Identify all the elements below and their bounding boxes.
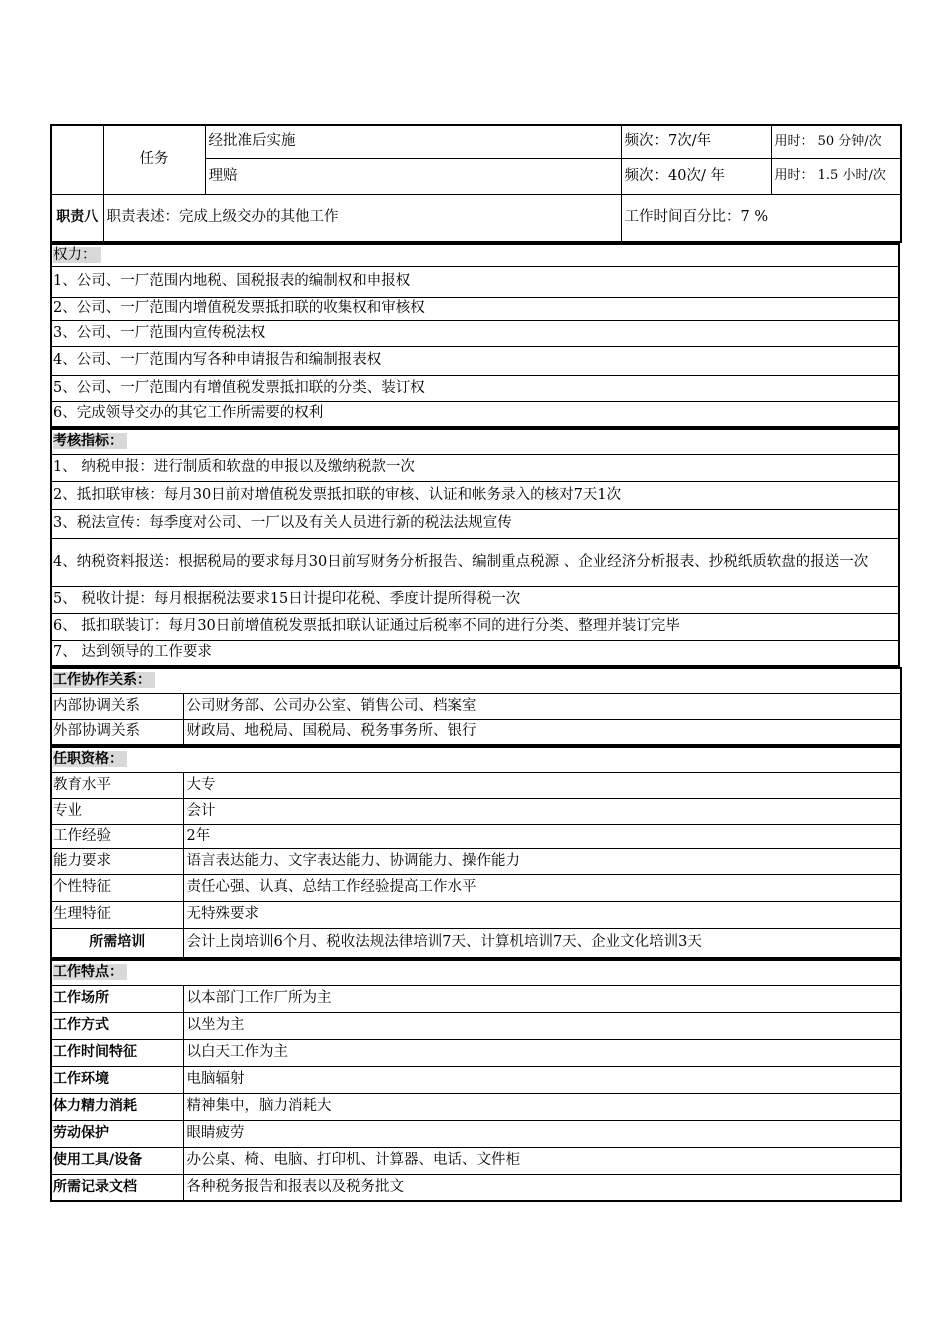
task-row <box>51 125 901 158</box>
task-duration: 用时： 50 分钟/次 <box>771 125 901 158</box>
kpi-item: 1、 纳税申报：进行制质和软盘的申报以及缴纳税款一次 <box>51 454 899 481</box>
work-hours-label: 工作时间特征 <box>51 1039 183 1066</box>
task-label: 任务 <box>103 125 205 194</box>
experience-value: 2年 <box>183 824 901 848</box>
major-value: 会计 <box>183 798 901 824</box>
documents-value: 各种税务报告和报表以及税务批文 <box>183 1174 901 1201</box>
cooperation-table <box>50 667 902 746</box>
qualifications-title: 任职资格： <box>51 747 901 772</box>
powers-title: 权力： <box>51 244 899 266</box>
workplace-value: 以本部门工作厂所为主 <box>183 985 901 1012</box>
work-mode-value: 以坐为主 <box>183 1012 901 1039</box>
duty-eight-row <box>51 194 901 242</box>
kpi-item: 5、 税收计提：每月根据税法要求15日计提印花税、季度计提所得税一次 <box>51 586 899 613</box>
power-item: 2、公司、一厂范围内增值税发票抵扣联的收集权和审核权 <box>51 297 899 320</box>
major-label: 专业 <box>51 798 183 824</box>
task-frequency: 频次：40次/ 年 <box>621 158 771 194</box>
cooperation-row <box>51 719 901 745</box>
physical-value: 无特殊要求 <box>183 901 901 928</box>
power-item: 6、完成领导交办的其它工作所需要的权利 <box>51 401 899 427</box>
power-item: 3、公司、一厂范围内宣传税法权 <box>51 320 899 346</box>
protection-value: 眼睛疲劳 <box>183 1120 901 1147</box>
power-item: 5、公司、一厂范围内有增值税发票抵扣联的分类、装订权 <box>51 375 899 401</box>
environment-value: 电脑辐射 <box>183 1066 901 1093</box>
tools-label: 使用工具/设备 <box>51 1147 183 1174</box>
features-table <box>50 959 902 1202</box>
personality-value: 责任心强、认真、总结工作经验提高工作水平 <box>183 874 901 901</box>
duty-eight-percent: 工作时间百分比：7 % <box>621 194 901 242</box>
kpi-item: 6、 抵扣联装订：每月30日前增值税发票抵扣联认证通过后税率不同的进行分类、整理并装订完毕 <box>51 613 899 640</box>
education-label: 教育水平 <box>51 772 183 798</box>
internal-coordination-label: 内部协调关系 <box>51 693 183 719</box>
kpi-item: 4、纳税资料报送：根据税局的要求每月30日前写财务分析报告、编制重点税源 、企业经济分析报表、抄税纸质软盘的报送一次 <box>51 538 899 586</box>
energy-label: 体力精力消耗 <box>51 1093 183 1120</box>
documents-label: 所需记录文档 <box>51 1174 183 1201</box>
energy-value: 精神集中，脑力消耗大 <box>183 1093 901 1120</box>
kpi-item: 7、 达到领导的工作要求 <box>51 640 899 666</box>
personality-label: 个性特征 <box>51 874 183 901</box>
education-value: 大专 <box>183 772 901 798</box>
blank-cell <box>51 125 103 194</box>
duty-eight-label: 职责八 <box>51 194 103 242</box>
duty-eight-description: 职责表述：完成上级交办的其他工作 <box>103 194 621 242</box>
kpi-item: 2、抵扣联审核：每月30日前对增值税发票抵扣联的审核、认证和帐务录入的核对7天1次 <box>51 481 899 509</box>
external-coordination-value: 财政局、地税局、国税局、税务事务所、银行 <box>183 719 901 745</box>
task-frequency: 频次：7次/年 <box>621 125 771 158</box>
internal-coordination-value: 公司财务部、公司办公室、销售公司、档案室 <box>183 693 901 719</box>
cooperation-title: 工作协作关系： <box>51 668 901 693</box>
cooperation-row <box>51 693 901 719</box>
features-title: 工作特点： <box>51 960 901 985</box>
environment-label: 工作环境 <box>51 1066 183 1093</box>
task-name: 理赔 <box>205 158 621 194</box>
task-name: 经批准后实施 <box>205 125 621 158</box>
ability-value: 语言表达能力、文字表达能力、协调能力、操作能力 <box>183 848 901 874</box>
kpi-item: 3、税法宣传：每季度对公司、一厂以及有关人员进行新的税法法规宣传 <box>51 509 899 538</box>
work-hours-value: 以白天工作为主 <box>183 1039 901 1066</box>
tools-value: 办公桌、椅、电脑、打印机、计算器、电话、文件柜 <box>183 1147 901 1174</box>
physical-label: 生理特征 <box>51 901 183 928</box>
ability-label: 能力要求 <box>51 848 183 874</box>
training-label: 所需培训 <box>51 928 183 958</box>
task-duration: 用时： 1.5 小时/次 <box>771 158 901 194</box>
qualifications-table <box>50 746 902 959</box>
kpi-table <box>50 428 900 667</box>
powers-table <box>50 243 900 428</box>
training-value: 会计上岗培训6个月、税收法规法律培训7天、计算机培训7天、企业文化培训3天 <box>183 928 901 958</box>
task-duty-table <box>50 124 902 243</box>
work-mode-label: 工作方式 <box>51 1012 183 1039</box>
experience-label: 工作经验 <box>51 824 183 848</box>
power-item: 1、公司、一厂范围内地税、国税报表的编制权和申报权 <box>51 266 899 297</box>
kpi-title: 考核指标： <box>51 429 899 454</box>
power-item: 4、公司、一厂范围内写各种申请报告和编制报表权 <box>51 346 899 375</box>
job-description-sheet <box>50 124 900 1202</box>
external-coordination-label: 外部协调关系 <box>51 719 183 745</box>
protection-label: 劳动保护 <box>51 1120 183 1147</box>
workplace-label: 工作场所 <box>51 985 183 1012</box>
